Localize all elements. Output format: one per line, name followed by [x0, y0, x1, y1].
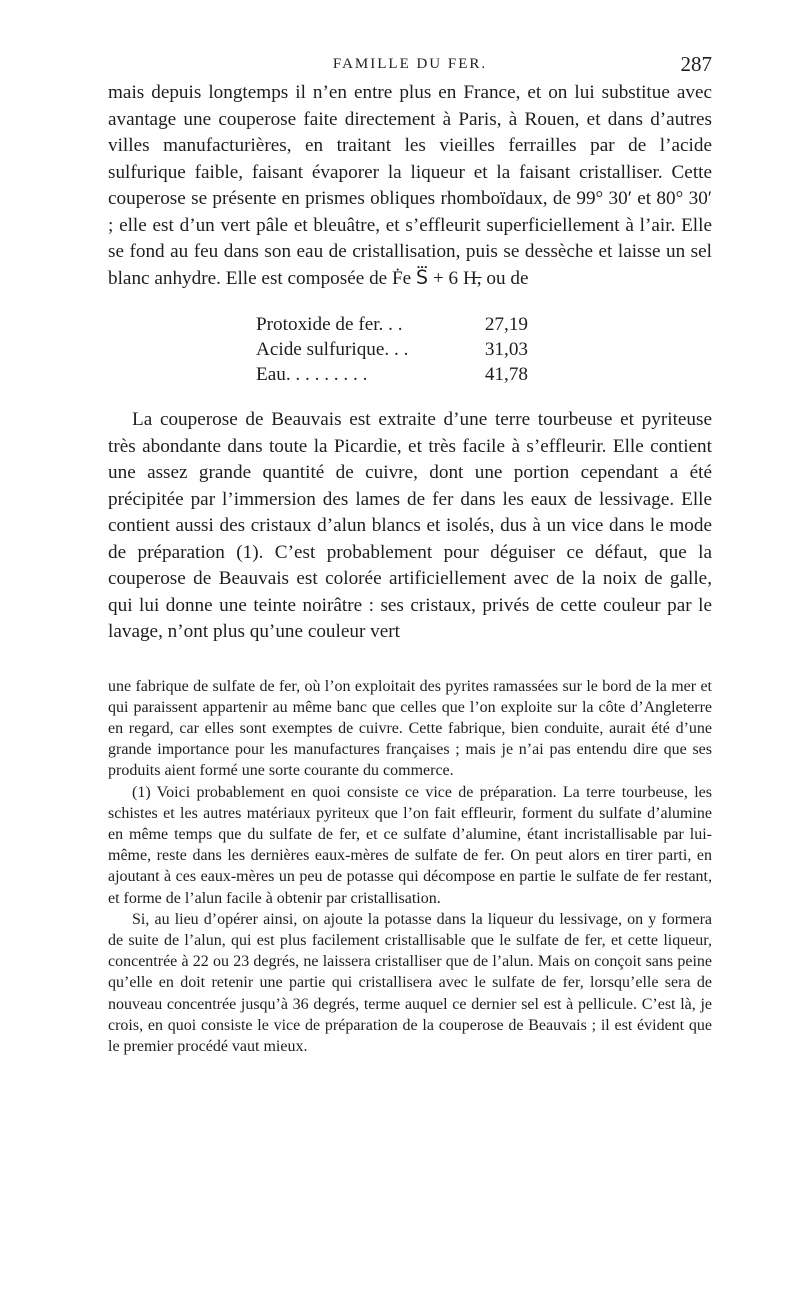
- composition-label: Eau. . . . . . . . .: [256, 364, 368, 385]
- composition-label: Protoxide de fer. . .: [256, 314, 403, 335]
- composition-row: [256, 337, 528, 362]
- footnotes: [108, 676, 712, 1058]
- page-number: 287: [680, 52, 712, 76]
- book-page: [108, 52, 712, 1057]
- footnote-1: (1) Voici probablement en quoi consiste ce vice de préparation. La terre tourbeuse, les schistes et les autres matériaux pyriteux que l’on fait effleurir, forment du sulfate d’alumine en même temps que du sulfate de fer, et ce sulfate d’alumine, étant incristallisable par lui-même, reste dans les dernières eaux-mères de sulfate de fer. On peut alors en tirer parti, en ajoutant à ces eaux-mères un peu de potasse qui décompose en partie le sulfate de fer restant, et forme de l’alun facile à obtenir par cristallisation.: [108, 783, 712, 907]
- composition-table: [256, 312, 528, 387]
- footnote-continuation: une fabrique de sulfate de fer, où l’on exploitait des pyrites ramassées sur le bord de la mer et qui paraissent appartenir au même banc que celles que l’on exploite sur la côte d’Angleterre en regard, car elles sont exemptes de cuivre. Cette fabrique, bien conduite, aurait été d’une grande importance pour les manufactures françaises ; mais je n’ai pas entendu dire que ses produits aient formé une sorte courante du commerce.: [108, 677, 712, 780]
- composition-row: [256, 312, 528, 337]
- composition-row: [256, 362, 528, 387]
- main-text: [108, 80, 712, 646]
- composition-value: 31,03: [484, 339, 528, 360]
- composition-label: Acide sulfurique. . .: [256, 339, 409, 360]
- paragraph-continuation: mais depuis longtemps il n’en entre plus en France, et on lui substitue avec avantage une couperose faite directement à Paris, à Rouen, et dans d’autres villes manufacturières, en traitant les vieilles ferrailles par de l’acide sulfurique faible, faisant évaporer la liqueur et la faisant cristalliser. Cette couperose se présente en prismes obliques rhomboïdaux, de 99° 30′ et 80° 30′ ; elle est d’un vert pâle et bleuâtre, et s’effleurit superficiellement à l’air. Elle se fond au feu dans son eau de cristallisation, puis se dessèche et laisse un sel blanc anhydre. Elle est composée de Ḟe S⃛ + 6 H̶, ou de: [108, 82, 712, 289]
- composition-value: 41,78: [484, 364, 528, 385]
- paragraph-beauvais: La couperose de Beauvais est extraite d’une terre tourbeuse et pyriteuse très abondante dans toute la Picardie, et très facile à s’effleurir. Elle contient une assez grande quantité de cuivre, dont une portion cependant a été précipitée par l’immersion des lames de fer dans les eaux de lessivage. Elle contient aussi des cristaux d’alun blancs et isolés, dus à un vice dans le mode de préparation (1). C’est probablement pour déguiser ce défaut, que la couperose de Beauvais est colorée artificiellement avec de la noix de galle, qui lui donne une teinte noirâtre : ses cristaux, privés de cette couleur par le lavage, n’ont plus qu’une couleur vert: [108, 409, 712, 642]
- composition-value: 27,19: [484, 314, 528, 335]
- running-title: FAMILLE DU FER.: [332, 56, 488, 72]
- footnote-1-continuation: Si, au lieu d’opérer ainsi, on ajoute la potasse dans la liqueur du lessivage, on y formera de suite de l’alun, qui est plus facilement cristallisable que le sulfate de fer, et cette liqueur, concentrée à 22 ou 23 degrés, ne laissera cristalliser que de l’alun. Mais on conçoit sans peine qu’elle en doit retenir une partie qui cristallisera avec le sulfate de fer, lorsqu’elle sera de nouveau concentrée jusqu’à 36 degrés, terme auquel ce dernier sel est à pellicule. C’est là, je crois, en quoi consiste le vice de préparation de la couperose de Beauvais ; il est évident que le premier procédé vaut mieux.: [108, 910, 712, 1055]
- running-head: [108, 52, 712, 80]
